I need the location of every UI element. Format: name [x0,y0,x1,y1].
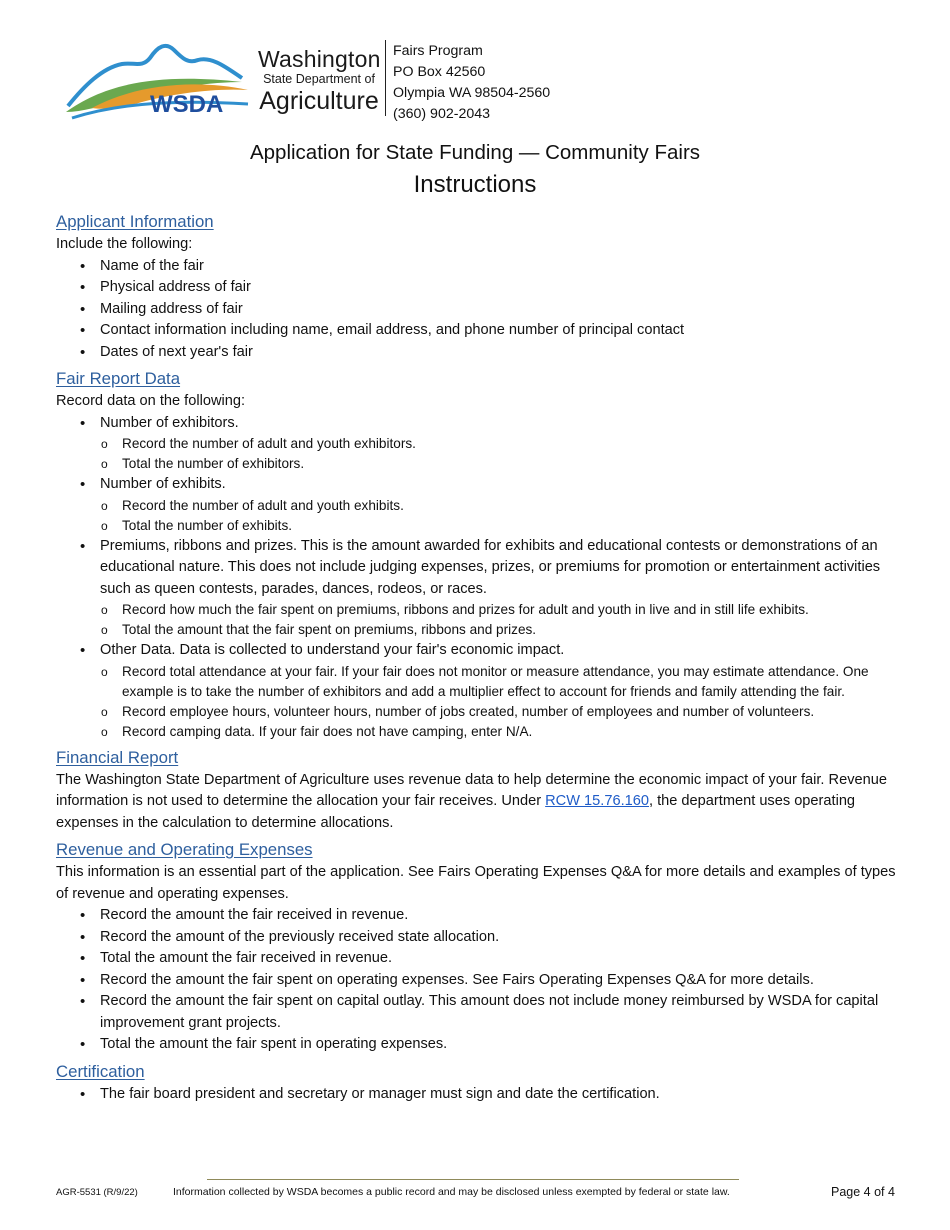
financial-text: The Washington State Department of Agriculture uses revenue data to help determine the economic impact of your fair. Revenue information is not used to determine the allocation your fair receives. Under [56,771,887,809]
list-item: • Name of the fair [100,256,906,278]
sub-list [100,434,906,474]
list-item: • Record the amount the fair spent on capital outlay. This amount does not include money reimbursed by WSDA for capital improvement grant projects. [100,991,906,1034]
section-heading-revenue: Revenue and Operating Expenses [56,840,313,859]
section-heading-certification: Certification [56,1061,145,1081]
sub-list-item: o Record employee hours, volunteer hours, number of jobs created, number of employees and number of volunteers. [122,702,906,722]
page-number: Page 4 of 4 [831,1185,895,1199]
section-intro: Include the following: [56,236,193,252]
document-title: Application for State Funding — Community Fairs [249,141,701,164]
contact-line: Fairs Program [393,43,483,59]
list-item [100,536,906,641]
list-item: • Record the amount the fair spent on operating expenses. See Fairs Operating Expenses Q&A for more details. [100,970,906,992]
list-item: • Physical address of fair [100,277,906,299]
section-intro: This information is an essential part of the application. See Fairs Operating Expenses Q&A for more details and examples of types of revenue and operating expenses. [56,864,896,902]
list-item: • The fair board president and secretary or manager must sign and date the certification. [100,1084,906,1106]
sub-list-item: o Total the number of exhibitors. [122,454,906,474]
agency-line-1: Washington [258,46,381,72]
list-item: • Record the amount of the previously received state allocation. [100,927,906,949]
financial-text: , the department uses operating expenses in the calculation to determine allocations. [56,793,856,831]
section-heading-fair-report: Fair Report Data [56,369,181,388]
list-item: • Mailing address of fair [100,299,906,321]
sub-list-item: o Record how much the fair spent on premiums, ribbons and prizes for adult and youth in live and in still life exhibits. [122,600,906,620]
header-divider [385,40,386,116]
list-item: • Record the amount the fair received in revenue. [100,905,906,927]
section-intro: Record data on the following: [56,393,246,409]
agency-name [258,46,380,115]
sub-list [100,600,906,640]
form-id: AGR-5531 (R/9/22) [56,1187,138,1198]
contact-line: PO Box 42560 [393,64,486,80]
sub-list-item: o Record camping data. If your fair does not have camping, enter N/A. [122,722,906,742]
fair-report-list [56,413,906,742]
sub-list-item: o Total the number of exhibits. [122,516,906,536]
section-heading-financial: Financial Report [56,747,179,767]
logo-text: WSDA [150,91,224,118]
sub-list-item: o Total the amount that the fair spent on premiums, ribbons and prizes. [122,620,906,640]
list-item [100,640,906,742]
list-item: • Total the amount the fair spent in operating expenses. [100,1034,906,1056]
financial-paragraph [56,770,906,835]
list-item-label: Premiums, ribbons and prizes. This is the amount awarded for exhibits and educational contests or demonstrations of an educational nature. This does not include judging expenses, prizes, or premiums for promotion or entertainment activities such as queen contests, parades, dances, rodeos, or races. [100,537,881,597]
list-item-label: Number of exhibits. [100,476,226,492]
wsda-logo [62,38,254,122]
sub-list-item: o Record the number of adult and youth exhibitors. [122,434,906,454]
rcw-link[interactable]: RCW 15.76.160 [545,793,649,809]
revenue-list [56,905,906,1056]
sub-list [100,662,906,742]
section-heading-applicant: Applicant Information [56,212,214,231]
contact-line: Olympia WA 98504-2560 [393,85,551,101]
sub-list-item: o Record the number of adult and youth exhibits. [122,496,906,516]
agency-line-3: Agriculture [259,87,379,115]
list-item: • Contact information including name, email address, and phone number of principal contact [100,320,906,342]
contact-block [393,41,550,125]
instructions-body [56,210,906,1105]
list-item [100,413,906,475]
agency-line-2: State Department of [263,72,375,86]
sub-list-item: o Record total attendance at your fair. If your fair does not monitor or measure attendance, you may estimate attendance. One example is to take the number of exhibitors and add a multiplier effect to account for friends and family attending the fair. [122,662,906,702]
footer-divider [207,1179,739,1180]
list-item [100,474,906,536]
list-item: • Total the amount the fair received in revenue. [100,948,906,970]
list-item-label: Other Data. Data is collected to understand your fair's economic impact. [100,642,565,658]
certification-list [56,1084,906,1106]
contact-line: (360) 902-2043 [393,106,491,122]
sub-list [100,496,906,536]
list-item-label: Number of exhibitors. [100,414,239,431]
document-subtitle: Instructions [413,171,537,198]
footer-disclaimer: Information collected by WSDA becomes a public record and may be disclosed unless exempted by federal or state law. [173,1186,730,1198]
applicant-list [56,256,906,364]
list-item: • Dates of next year's fair [100,342,906,364]
